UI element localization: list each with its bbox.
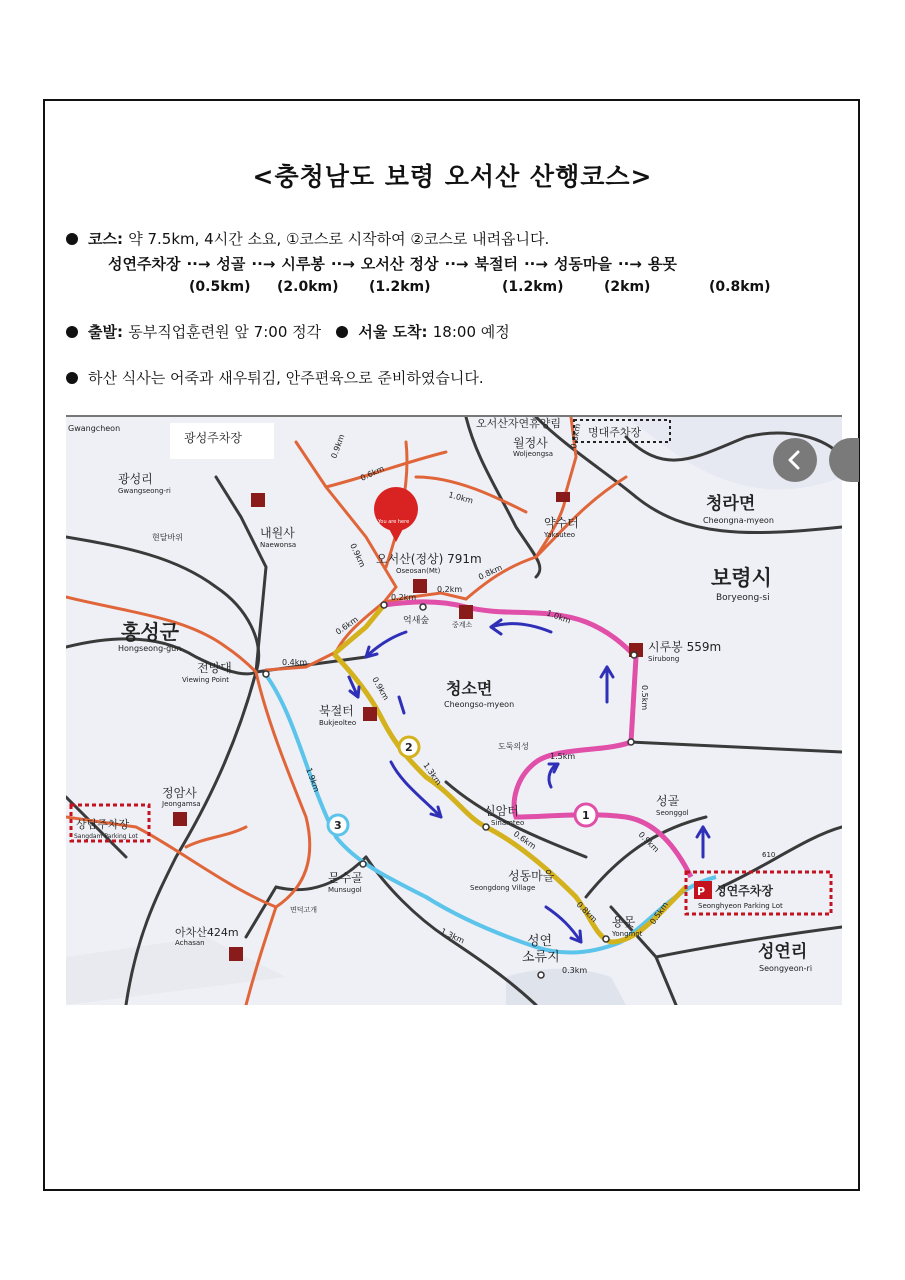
map-label-achasan-en: Achasan [175,939,205,947]
map-label-osanjayeon: 오서산자연휴양림 [476,417,562,430]
course-line [66,228,549,249]
map-label-jeongamsa: 정암사 [162,786,197,800]
route-arrow: ··→ [186,255,211,273]
map-label-hongseong-en: Hongseong-gun [118,644,182,653]
map-label-seongyeon-parking: 성연주차장 [715,884,773,898]
map-label-seongdong: 성동마을 [508,869,555,883]
course-label: 코스: [88,230,123,248]
map-label-sirubong: 시루봉 559m [648,640,722,654]
route-distance-2: (2.0km) [277,279,339,295]
course-2-marker: 2 [405,741,413,754]
map-label-myeondeok: 면덕고개 [290,906,318,914]
map-label-sinamteo-en: Sinamteo [491,819,525,827]
route-stop: 북절터 [474,255,518,273]
map-label-cheongna-en: Cheongna-myeon [703,516,774,525]
map-label-cheongso: 청소면 [446,679,493,698]
map-label-munsugol: 문수골 [328,871,363,885]
map-distance: 0.2km [391,593,417,602]
map-distance: 0.8km [569,423,583,450]
map-distance: 1.0km [447,490,475,506]
map-distance: 1.5km [550,752,576,761]
trail-map-svg [66,417,842,1005]
relay-icon [459,605,473,619]
route-distance-5: (2km) [604,279,651,295]
map-label-seongyeonri-en: Seongyeon-ri [759,964,813,973]
chevron-left-icon [773,438,817,482]
map-label-peak-en: Oseosan(Mt) [396,567,441,575]
map-label-munsugol-en: Munsugol [328,886,362,894]
route-stop: 오서산 정상 [360,255,439,273]
achasan-icon [229,947,243,961]
map-label-sirubong-en: Sirubong [648,655,680,663]
map-label-yongmot: 용못 [612,915,636,929]
map-label-road610: 610 [762,851,776,859]
jeongamsa-icon [173,812,187,826]
bukjeolteo-icon [363,707,377,721]
map-label-naewonsa: 내원사 [260,526,295,540]
carousel-prev-button[interactable] [773,438,817,482]
course-text: 약 7.5km, 4시간 소요, ①코스로 시작하여 ②코스로 내려옵니다. [128,230,550,248]
map-label-seongyeonri: 성연리 [758,942,808,962]
map-label-jeongamsa-en: Jeongamsa [162,800,201,808]
map-label-peak: 오서산(정상) 791m [376,552,482,566]
map-label-achasan: 아차산424m [175,926,239,939]
route-stop: 용못 [647,255,677,273]
map-distance: 0.6km [511,829,538,852]
map-label-boryeong: 보령시 [711,566,772,590]
map-distance: 1.3km [439,926,466,946]
map-label-doduk: 도둑의성 [498,742,529,751]
map-label-seongdong-en: Seongdong Village [470,884,536,892]
map-label-gwangcheon: Gwangcheon [68,424,121,433]
map-label-bukjeolteo: 북절터 [319,704,354,718]
parking-icon: P [257,430,266,443]
map-label-naewonsa-en: Naewonsa [260,541,297,549]
map-distance: 1.3km [421,760,444,787]
page-title: <충청남도 보령 오서산 산행코스> [252,162,653,191]
map-distance: 0.6km [359,464,386,483]
map-label-cheongso-en: Cheongso-myeon [444,700,515,709]
map-label-yaksuteo-en: Yaksuteo [544,531,576,539]
map-label-eoksaesup: 억새숲 [403,616,430,626]
map-label-junggyeso: 중계소 [452,621,473,629]
peak-icon [413,579,427,593]
meal-text: 하산 식사는 어죽과 새우튀김, 안주편육으로 준비하였습니다. [88,369,484,387]
bullet-icon [66,233,78,245]
map-label-boryeong-en: Boryeong-si [716,593,770,603]
map-label-jeonmangdae: 전망대 [197,661,232,675]
map-label-bukjeolteo-en: Bukjeolteo [319,719,357,727]
bullet-icon [66,326,78,338]
route-stop: 시루봉 [281,255,325,273]
map-label-sangdam-en: Sangdam Parking Lot [74,833,138,840]
map-label-hyeondalbawi: 현달바위 [152,533,183,542]
course-1-marker: 1 [582,809,590,822]
trail-map [66,415,842,1005]
parking-icon: P [697,885,706,898]
map-distance: 0.9km [636,830,661,855]
map-distance: 0.5km [648,900,671,927]
departure-label: 출발: [88,323,123,341]
map-distance: 0.3km [562,966,588,975]
route-arrow: ··→ [251,255,276,273]
map-distance: 0.9km [348,542,367,569]
route-distance-6: (0.8km) [709,279,771,295]
bullet-icon [336,326,348,338]
route-arrow: ··→ [617,255,642,273]
map-distance: 1.9km [304,766,322,794]
map-label-cheongna: 청라면 [706,494,756,514]
arrival-text: 18:00 예정 [432,323,510,341]
map-label-seonggol-en: Seonggol [656,809,689,817]
map-distance: 0.6km [333,614,360,637]
bullet-icon [66,372,78,384]
route-line [108,253,677,274]
map-distance: 1.0km [545,608,573,626]
map-label-gwangseongri: 광성리 [118,472,153,486]
map-distance: 0.4km [282,658,308,667]
map-distance: 0.9km [370,675,391,702]
map-distance: 0.8km [477,563,504,582]
map-label-soryuji: 소류지 [522,950,560,965]
route-stop: 성연주차장 [108,255,181,273]
map-label-yongmot-en: Yongmot [612,930,643,938]
map-distance: 0.9km [329,432,347,460]
meal-line [66,367,484,388]
temple-icon [251,493,265,507]
map-label-sinamteo: 신암터 [484,804,519,818]
map-distance: 0.2km [437,585,463,594]
map-label-hongseong: 홍성군 [121,620,179,644]
map-label-gwangseong-parking: 광성주차장 [184,431,242,445]
map-label-woljeongsa: 월정사 [513,436,548,450]
map-label-seongyeon-soryuji: 성연 [527,934,553,949]
route-stop: 성동마을 [553,255,612,273]
map-label-gwangseongri-en: Gwangseong-ri [118,487,171,495]
course-3-marker: 3 [334,819,342,832]
map-label-yaksuteo: 약수터 [544,516,579,530]
route-distance-3: (1.2km) [369,279,431,295]
map-distance: 0.8km [574,900,599,925]
map-label-woljeongsa-en: Woljeongsa [513,450,554,458]
route-stop: 성골 [216,255,246,273]
departure-line [66,321,510,342]
arrival-label: 서울 도착: [358,323,428,341]
map-label-myeongdae-parking: 명대주차장 [588,426,642,439]
map-distance: 0.5km [640,685,649,711]
map-label-sangdam-parking: 상담주차장 [76,818,130,831]
route-arrow: ··→ [444,255,469,273]
departure-text: 동부직업훈련원 앞 7:00 정각 [128,323,322,341]
map-label-viewing-point: Viewing Point [182,676,230,684]
route-distance-4: (1.2km) [502,279,564,295]
yaksuteo-icon [556,492,570,502]
route-distance-1: (0.5km) [189,279,251,295]
map-label-seongyeon-parking-en: Seonghyeon Parking Lot [698,902,783,910]
route-arrow: ··→ [330,255,355,273]
route-arrow: ··→ [523,255,548,273]
map-label-seonggol: 성골 [656,794,680,808]
map-label-you-are-here: You are here [378,519,410,525]
